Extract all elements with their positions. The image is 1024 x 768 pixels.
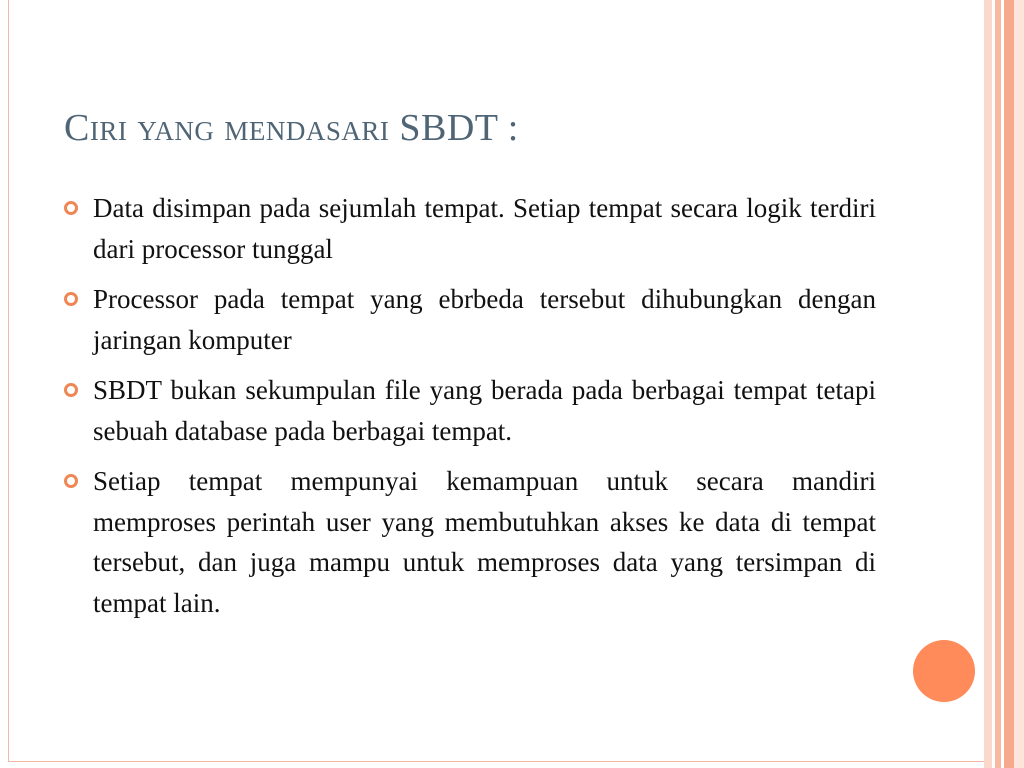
bullet-circle-icon xyxy=(64,474,78,488)
slide-title: Ciri yang mendasari SBDT : xyxy=(64,107,519,149)
bullet-item xyxy=(64,279,876,360)
decorative-stripes xyxy=(984,0,1024,768)
bullet-item xyxy=(64,370,876,451)
stripe xyxy=(984,0,992,768)
bullet-circle-icon xyxy=(64,292,78,306)
bullet-text: SBDT bukan sekumpulan file yang berada pada berbagai tempat tetapi sebuah database pada berbagai tempat. xyxy=(93,375,876,446)
stripe xyxy=(1014,0,1024,768)
bullet-text: Processor pada tempat yang ebrbeda tersebut dihubungkan dengan jaringan komputer xyxy=(93,284,876,355)
bullet-item xyxy=(64,461,876,623)
bullet-circle-icon xyxy=(64,201,78,215)
stripe xyxy=(1004,0,1014,768)
bullet-text: Setiap tempat mempunyai kemampuan untuk secara mandiri memproses perintah user yang membutuhkan akses ke data di tempat tersebut, dan juga mampu untuk memproses data yang tersimpan di tempat lain. xyxy=(93,466,876,618)
bullet-item xyxy=(64,188,876,269)
bullet-list xyxy=(64,188,876,633)
decorative-orb xyxy=(913,640,975,702)
bullet-text: Data disimpan pada sejumlah tempat. Setiap tempat secara logik terdiri dari processor tunggal xyxy=(93,193,876,264)
bullet-circle-icon xyxy=(64,383,78,397)
